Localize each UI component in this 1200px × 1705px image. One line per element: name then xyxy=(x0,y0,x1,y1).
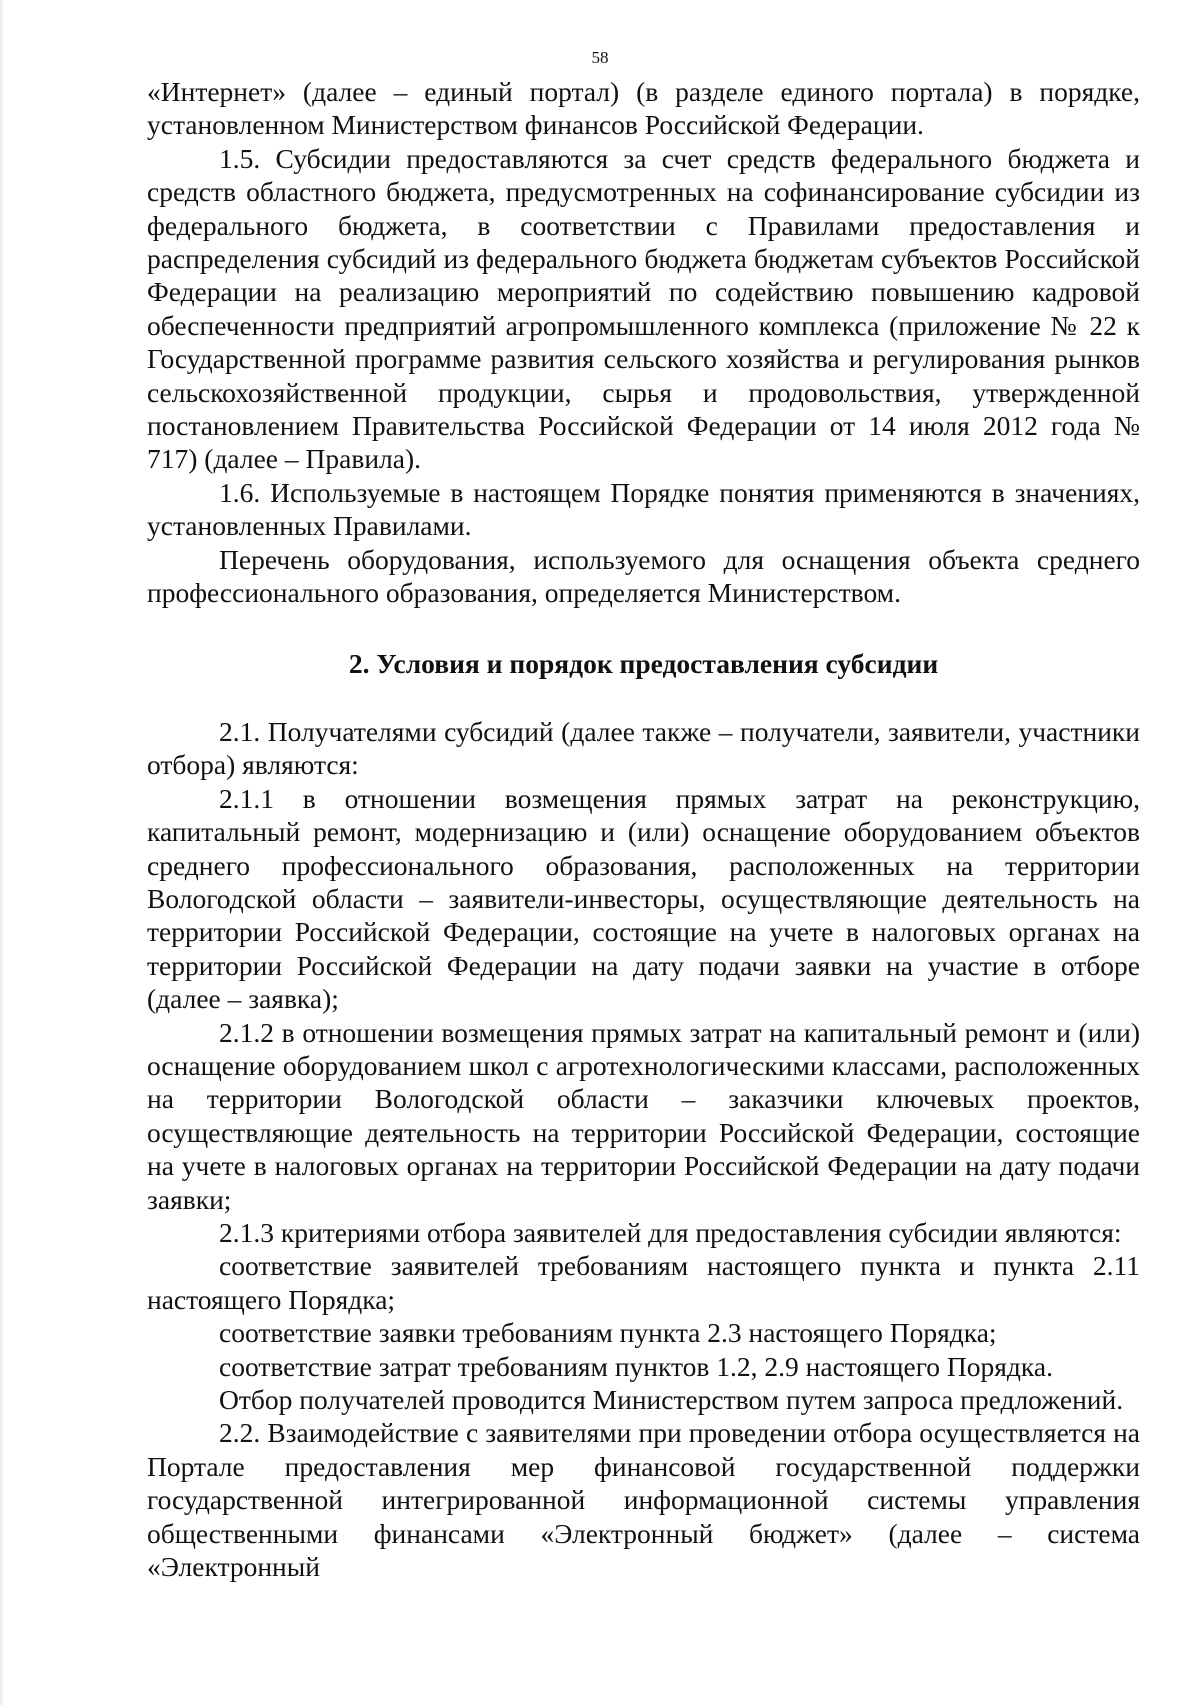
criterion-application: соответствие заявки требованиям пункта 2.3 настоящего Порядка; xyxy=(219,1317,997,1349)
paragraph-continuation: «Интернет» (далее – единый портал) (в разделе единого портала) в порядке, установленном Министерством финансов Российской Федерации. xyxy=(147,76,1140,141)
criterion-applicants: соответствие заявителей требованиям настоящего пункта и пункта 2.11 настоящего Порядка; xyxy=(147,1250,1140,1315)
criterion-costs: соответствие затрат требованиям пунктов 1.2, 2.9 настоящего Порядка. xyxy=(219,1350,1053,1382)
paragraph-selection-method: Отбор получателей проводится Министерством путем запроса предложений. xyxy=(219,1384,1124,1416)
paragraph-equipment-list: Перечень оборудования, используемого для оснащения объекта среднего профессионального образования, определяется Министерством. xyxy=(147,543,1140,609)
page-number: 58 xyxy=(591,48,609,67)
paragraph-2-1: 2.1. Получателями субсидий (далее также – получатели, заявители, участники отбора) являются: xyxy=(147,715,1140,781)
paragraph-2-1-1: 2.1.1 в отношении возмещения прямых затрат на реконструкцию, капитальный ремонт, модернизацию и (или) оснащение оборудованием объектов среднего профессионального образования, расположенных на территории Вологодской области – заявители-инвесторы, осуществляющие деятельность на территории Российской Федерации, состоящие на учете в налоговых органах на территории Российской Федерации на дату подачи заявки на участие в отборе (далее – заявка); xyxy=(147,782,1140,1015)
paragraph-1-5: 1.5. Субсидии предоставляются за счет средств федерального бюджета и средств областного бюджета, предусмотренных на софинансирование субсидии из федерального бюджета, в соответствии с Правилами предоставления и распределения субсидий из федерального бюджета бюджетам субъектов Российской Федерации на реализацию мероприятий по содействию повышению кадровой обеспеченности предприятий агропромышленного комплекса (приложение № 22 к Государственной программе развития сельского хозяйства и регулирования рынков сельскохозяйственной продукции, сырья и продовольствия, утвержденной постановлением Правительства Российской Федерации от 14 июля 2012 года № 717) (далее – Правила). xyxy=(147,142,1140,475)
section-heading: 2. Условия и порядок предоставления субсидии xyxy=(348,647,939,679)
paragraph-2-2: 2.2. Взаимодействие с заявителями при проведении отбора осуществляется на Портале предоставления мер финансовой государственной поддержки государственной интегрированной информационной системы управления общественными финансами «Электронный бюджет» (далее – система «Электронный xyxy=(147,1417,1140,1583)
scan-edge-shadow xyxy=(0,0,4,1705)
paragraph-2-1-2: 2.1.2 в отношении возмещения прямых затрат на капитальный ремонт и (или) оснащение оборудованием школ с агротехнологическими классами, расположенных на территории Вологодской области – заказчики ключевых проектов, осуществляющие деятельность на территории Российской Федерации, состоящие на учете в налоговых органах на территории Российской Федерации на дату подачи заявки; xyxy=(147,1016,1140,1215)
paragraph-2-1-3: 2.1.3 критериями отбора заявителей для предоставления субсидии являются: xyxy=(219,1217,1122,1248)
paragraph-1-6: 1.6. Используемые в настоящем Порядке понятия применяются в значениях, установленных Правилами. xyxy=(147,476,1140,542)
document-body xyxy=(147,75,1140,1583)
